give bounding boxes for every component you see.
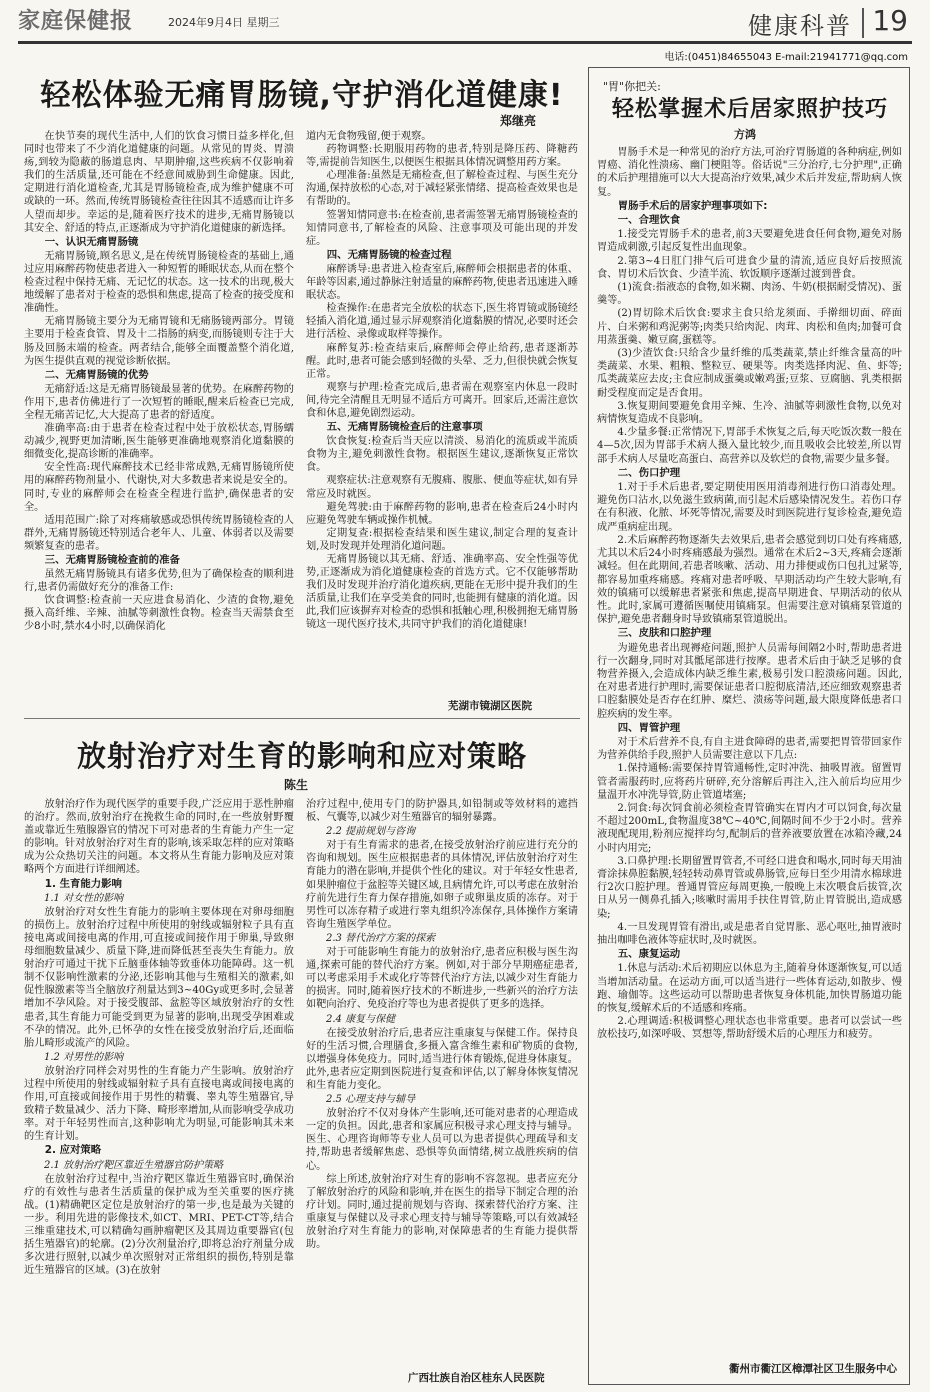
paragraph: 麻醉诱导:患者进入检查室后,麻醉师会根据患者的体重、年龄等因素,通过静脉注射适量的麻醉药物,使患者迅速进入睡眠状态。	[306, 263, 578, 302]
paragraph: 2.饲食:每次饲食前必须检查胃管确实在胃内才可以饲食,每次量不超过200mL,食物温度38℃~40℃,间隔时间不少于2小时。营养液现配现用,粉剂应搅拌均匀,配制后的营养液要放置在冰箱冷藏,24小时内用完;	[597, 802, 902, 854]
paragraph: 放射治疗对女性生育能力的影响主要体现在对卵母细胞的损伤上。放射治疗过程中所使用的射线或辐射粒子具有直接电离或间接电离的作用,可直接或间接作用于卵巢,导致卵母细胞数量减少、质量下降,进而降低甚至丧失生育能力。放射治疗可通过干扰下丘脑垂体轴等致垂体功能障碍。这一机制不仅影响性激素的分泌,还影响其他与生殖相关的激素,如促性腺激素等当全脑放疗剂量达到3~40Gy或更多时,会显著增加不孕风险。对于接受腹部、盆腔等区域放射治疗的女性患者,其生育能力可能受到更为显著的影响,出现受孕困难或不孕的情况。此外,已怀孕的女性在接受放射治疗后,还面临胎儿畸形或流产的风险。	[24, 906, 294, 1049]
paragraph: 心理准备:虽然是无痛检查,但了解检查过程、与医生充分沟通,保持放松的心态,对于减轻紧张情绪、提高检查效果也是有帮助的。	[306, 170, 578, 208]
paragraph: 检查操作:在患者完全放松的状态下,医生将胃镜或肠镜经轻插入消化道,通过显示屏观察消化道黏膜的情况,必要时还会进行活检、录像或取样等操作。	[306, 303, 578, 341]
article1-column-2	[306, 130, 578, 678]
paragraph: 适用范围广:除了对疼痛敏感或恐惧传统胃肠镜检查的人群外,无痛胃肠镜还特别适合老年人、儿童、体弱者以及需要频繁复查的患者。	[24, 514, 294, 552]
paragraph: 治疗过程中,使用专门的防护器具,如铅制或等效材料的遮挡板、气囊等,以减少对生殖器官的辐射暴露。	[306, 799, 578, 824]
paragraph: 观察与护理:检查完成后,患者需在观察室内休息一段时间,待完全清醒且无明显不适后方可离开。回家后,还需注意饮食和休息,避免剧烈运动。	[306, 381, 578, 419]
article2-column-1	[24, 798, 294, 1386]
section-heading: 一、合理饮食	[617, 214, 681, 227]
section-heading: 1. 生育能力影响	[44, 877, 122, 890]
article3-kicker: "胃"你把关:	[603, 80, 661, 93]
paragraph: 避免驾驶:由于麻醉药物的影响,患者在检查后24小时内应避免驾驶车辆或操作机械。	[306, 501, 578, 526]
paragraph: 饮食恢复:检查后当天应以清淡、易消化的流质或半流质食物为主,避免刺激性食物。根据医生建议,逐渐恢复正常饮食。	[306, 436, 578, 474]
paragraph: 在放射治疗过程中,当治疗靶区靠近生殖器官时,确保治疗的有效性与患者生活质量的保护成为至关重要的医疗挑战。(1)精确靶区定位是放射治疗的第一步,也是最为关键的一步。利用先进的影像技术,如CT、MRI、PET-CT等,结合三维重建技术,可以精确勾画肿瘤靶区及其周边重要器官(包括生殖器官)的轮廓。(2)分次剂量治疗,即将总治疗剂量分成多次进行照射,以减少单次照射对正常组织的损伤,特别是靠近生殖器官的区域。(3)在放射	[24, 1173, 294, 1277]
article1-column-1	[24, 130, 294, 710]
section-heading: 四、胃管护理	[617, 721, 681, 734]
paragraph: 对于术后营养不良,有自主进食障碍的患者,需要把胃管带回家作为营养供给手段,照护人员需要注意以下几点:	[597, 736, 902, 762]
paragraph: 无痛胃肠镜主要分为无痛胃镜和无痛肠镜两部分。胃镜主要用于检查食管、胃及十二指肠的病变,而肠镜则专注于大肠及回肠末端的检查。两者结合,能够全面覆盖整个消化道,为医生提供直观的视觉诊断依据。	[24, 316, 294, 367]
section-heading: 四、无痛胃肠镜的检查过程	[326, 248, 452, 261]
paragraph: 无痛胃肠镜以其无痛、舒适、准确率高、安全性强等优势,正逐渐成为消化道健康检查的首选方式。它不仅能够帮助我们及时发现并治疗消化道疾病,更能在无形中提升我们的生活质量,让我们在享受美食的同时,也能拥有健康的消化道。因此,我们应该摒弃对检查的恐惧和抵触心理,积极拥抱无痛胃肠镜这一现代医疗技术,共同守护我们的消化道健康!	[306, 554, 578, 631]
section-heading: 五、康复运动	[617, 948, 681, 961]
article1-author: 郑继亮	[500, 114, 537, 128]
paragraph: 4.一旦发现胃管有滑出,或是患者自觉胃胀、恶心呕吐,抽胃液时抽出咖啡色液体等症状时,及时就医。	[597, 921, 902, 946]
paragraph: 道内无食物残留,便于观察。	[306, 131, 432, 142]
paragraph: 对于可能影响生育能力的放射治疗,患者应积极与医生沟通,探索可能的替代治疗方案。例如,对于部分早期癌症患者,可以考虑采用手术或化疗等替代治疗方法,以减少对生育能力的损害。同时,随着医疗技术的不断进步,一些新兴的治疗方法如靶向治疗、免疫治疗等也为患者提供了更多的选择。	[306, 947, 578, 1011]
article-divider	[24, 718, 580, 719]
article1-source: 芜湖市镜湖区医院	[448, 700, 532, 712]
paragraph: 放射治疗同样会对男性的生育能力产生影响。放射治疗过程中所使用的射线或辐射粒子具有直接电离或间接电离的作用,可直接或间接作用于男性的精囊、睾丸等生殖器官,导致精子数量减少、活力下降、畸形率增加,从而影响受孕成功率。对于年轻男性而言,这种影响尤为明显,可能影响其未来的生育计划。	[24, 1065, 294, 1143]
paragraph: 准确率高:由于患者在检查过程中处于放松状态,胃肠蠕动减少,视野更加清晰,医生能够更准确地观察消化道黏膜的细微变化,提高诊断的准确率。	[24, 423, 294, 461]
article3-source: 衢州市衢江区樟潭社区卫生服务中心	[729, 1363, 897, 1375]
subsection-heading: 1.2 对男性的影响	[44, 1051, 124, 1063]
article3-box	[588, 67, 910, 1385]
section-heading: 二、无痛胃肠镜的优势	[44, 368, 149, 381]
issue-date: 2024年9月4日 星期三	[168, 16, 280, 29]
paragraph: 1.对于手术后患者,要定期使用医用消毒剂进行伤口消毒处理。避免伤口沾水,以免滋生致病菌,而引起术后感染情况发生。若伤口存在有积液、化脓、坏死等情况,需要及时到医院进行复诊检查,避免造成严重病症出现。	[597, 482, 902, 533]
paragraph: 4.少量多餐:正常情况下,胃部手术恢复之后,每天吃饭次数一般在4—5次,因为胃部手术病人摄入量比较少,而且吸收会比较差,所以胃部手术病人尽量吃高蛋白、高营养以及软烂的食物,需要少量多餐。	[597, 427, 902, 465]
paragraph: 签署知情同意书:在检查前,患者需签署无痛胃肠镜检查的知情同意书,了解检查的风险、注意事项及可能出现的并发症。	[306, 209, 578, 247]
paragraph: 2.第3~4日肛门排气后可进食少量的清流,适应良好后按照流食、胃切术后饮食、少渣半流、软饭顺序逐渐过渡到普食。	[597, 255, 902, 280]
paragraph: 为避免患者出现褥疮问题,照护人员需每间隔2小时,帮助患者进行一次翻身,同时对其骶尾部进行按摩。患者术后由于缺乏足够的食物营养摄入,会造成体内缺乏维生素,极易引发口腔溃疡问题。因此,在对患者进行护理时,需要保证患者口腔彻底清洁,还应细致观察患者口腔黏膜处是否存在红肿、糜烂、溃疡等问题,最大限度降低患者口腔疾病的发生率。	[597, 642, 902, 720]
article1-title: 轻松体验无痛胃肠镜,守护消化道健康!	[40, 78, 564, 113]
paragraph: 胃肠手术是一种常见的治疗方法,可治疗胃肠道的各种病症,例如胃癌、消化性溃疡、幽门梗阻等。俗话说"三分治疗,七分护理",正确的术后护理措施可以大大提高治疗效果,减少术后并发症,帮助病人恢复。	[597, 147, 902, 198]
paragraph: 对于有生育需求的患者,在接受放射治疗前应进行充分的咨询和规划。医生应根据患者的具体情况,评估放射治疗对生育能力的潜在影响,并提供个性化的建议。对于年轻女性患者,如果肿瘤位于盆腔等关键区域,且病情允许,可以考虑在放射治疗前先进行生育力保存措施,如卵子或卵巢皮质的冻存。对于男性可以冻存精子或进行睾丸组织冷冻保存,具体操作方案请咨询生殖医学单位。	[306, 840, 578, 930]
paragraph: 3.恢复期间要避免食用辛辣、生冷、油腻等刺激性食物,以免对病情恢复造成不良影响。	[597, 400, 902, 426]
paragraph: 虽然无痛胃肠镜具有诸多优势,但为了确保检查的顺利进行,患者仍需做好充分的准备工作:	[24, 569, 294, 594]
paragraph: 综上所述,放射治疗对生育的影响不容忽视。患者应充分了解放射治疗的风险和影响,并在医生的指导下制定合理的治疗计划。同时,通过提前规划与咨询、探索替代治疗方案、注重康复与保健以及寻求心理支持与辅导等策略,可以有效减轻放射治疗对生育能力的影响,对保障患者的生育能力提供帮助。	[306, 1173, 578, 1251]
section-heading: 2. 应对策略	[44, 1144, 102, 1157]
article3-author: 方鸿	[734, 128, 756, 141]
paragraph: 饮食调整:检查前一天应进食易消化、少渣的食物,避免摄入高纤维、辛辣、油腻等刺激性食物。检查当天需禁食至少8小时,禁水4小时,以确保消化	[24, 595, 294, 633]
contact-line: 电话:(0451)84655043 E-mail:21941771@qq.com	[664, 52, 908, 63]
paragraph: 无痛舒适:这是无痛胃肠镜最显著的优势。在麻醉药物的作用下,患者仿佛进行了一次短暂的睡眠,醒来后检查已完成,全程无痛苦记忆,大大提高了患者的舒适度。	[24, 383, 294, 421]
section-heading: 胃肠手术后的居家护理事项如下:	[617, 199, 768, 212]
article2-column-2	[306, 798, 578, 1352]
paragraph: 1.保持通畅:需要保持胃管通畅性,定时冲洗、抽吸胃液。留置胃管者需服药时,应将药片研碎,充分溶解后再注入,注入前后均应用少量温开水冲洗导管,防止管道堵塞;	[597, 763, 902, 801]
paragraph: 3.口鼻护理:长期留置胃管者,不可经口进食和喝水,同时每天用油膏涂抹鼻腔黏膜,轻轻转动鼻胃管或鼻肠管,应每日至少用清水棉球进行2次口腔护理。普通胃管应每周更换,一般晚上末次喂食后拔管,次日从另一侧鼻孔插入;咳嗽时需用手扶住胃管,防止胃管脱出,造成感染;	[597, 855, 902, 920]
article2-source: 广西壮族自治区桂东人民医院	[408, 1372, 545, 1384]
paragraph: (3)少渣饮食:只给含少量纤维的瓜类蔬菜,禁止纤维含量高的叶类蔬菜、水果、粗粮、整粒豆、硬果等。肉类选择肉泥、鱼、虾等;瓜类蔬菜应去皮;主食应制成蛋羹或嫩鸡蛋;豆浆、豆腐脑、乳类根据耐受程度而定是否食用。	[597, 348, 902, 399]
paragraph: 药物调整:长期服用药物的患者,特别是降压药、降糖药等,需提前告知医生,以便医生根据具体情况调整用药方案。	[306, 144, 578, 169]
subsection-heading: 2.4 康复与保健	[326, 1013, 396, 1025]
paragraph: 放射治疗不仅对身体产生影响,还可能对患者的心理造成一定的负担。因此,患者和家属应积极寻求心理支持与辅导。医生、心理咨询师等专业人员可以为患者提供心理疏导和支持,帮助患者缓解焦虑、恐惧等负面情绪,树立战胜疾病的信心。	[306, 1108, 578, 1172]
paragraph: 2.心理调适:积极调整心理状态也非常重要。患者可以尝试一些放松技巧,如深呼吸、冥想等,帮助舒缓术后的心理压力和疲劳。	[597, 1016, 902, 1041]
section-heading: 一、认识无痛胃肠镜	[44, 235, 139, 248]
article3-body	[597, 146, 902, 1352]
paragraph: 观察症状:注意观察有无腹痛、腹胀、便血等症状,如有异常应及时就医。	[306, 475, 578, 500]
paragraph: 2.术后麻醉药物逐渐失去效果后,患者会感觉到切口处有疼痛感,尤其以术后24小时疼痛感最为强烈。通常在术后2~3天,疼痛会逐渐减轻。但在此期间,若患者咳嗽、活动、用力排便或伤口包扎过紧等,都容易加重疼痛感。疼痛对患者呼吸、早期活动均产生较大影响,有效的镇痛可以缓解患者紧张和焦虑,提高早期进食、早期活动的依从性。此时,家属可遵循医嘱使用镇痛泵。但需要注意对镇痛泵管道的保护,避免患者翻身时导致镇痛泵管道脱出。	[597, 534, 902, 626]
article2-author: 陈生	[284, 778, 309, 792]
paragraph: 安全性高:现代麻醉技术已经非常成熟,无痛胃肠镜所使用的麻醉药物剂量小、代谢快,对大多数患者来说是安全的。同时,专业的麻醉师会在检查全程进行监护,确保患者的安全。	[24, 462, 294, 513]
page-number: 19	[872, 4, 908, 37]
subsection-heading: 2.5 心理支持与辅导	[326, 1094, 416, 1106]
paragraph: 1.接受完胃肠手术的患者,前3天要避免进食任何食物,避免对肠胃造成刺激,引起反复性出血现象。	[597, 229, 902, 254]
paragraph: 定期复查:根据检查结果和医生建议,制定合理的复查计划,及时发现并处理消化道问题。	[306, 527, 578, 552]
subsection-heading: 1.1 对女性的影响	[44, 892, 124, 904]
subsection-heading: 2.1 放射治疗靶区靠近生殖器官防护策略	[44, 1159, 224, 1171]
subsection-heading: 2.3 替代治疗方案的探索	[326, 932, 436, 944]
section-heading: 三、无痛胃肠镜检查前的准备	[44, 554, 180, 566]
paragraph: 1.休息与活动:术后初期应以休息为主,随着身体逐渐恢复,可以适当增加活动量。在运动方面,可以适当进行一些体育运动,如散步、慢跑、瑜伽等。这些运动可以帮助患者恢复身体机能,加快胃肠道功能的恢复,缓解术后的不适感和疼痛。	[597, 963, 902, 1014]
article3-title: 轻松掌握术后居家照护技巧	[611, 97, 888, 122]
paragraph: (2)胃切除术后饮食:要求主食只给龙须面、手擀细切面、碎面片、白米粥和鸡泥粥等;肉类只给肉泥、肉茸、肉松和鱼肉;加餐可食用蒸蛋羹、嫩豆腐,蛋糕等。	[597, 308, 902, 346]
section-heading: 二、伤口护理	[617, 466, 681, 479]
article2-title: 放射治疗对生育的影响和应对策略	[76, 739, 527, 773]
header-divider	[862, 8, 864, 38]
paragraph: 放射治疗作为现代医学的重要手段,广泛应用于恶性肿瘤的治疗。然而,放射治疗在挽救生命的同时,在一些放射野覆盖或靠近生殖腺器官的情况下可对患者的生育能力产生一定的影响。针对放射治疗对生育的影响,该采取怎样的应对策略成为公众热切关注的问题。本文将从生育能力影响及应对策略两个方面进行详细阐述。	[24, 799, 294, 876]
newspaper-name: 家庭保健报	[18, 9, 134, 34]
section-name: 健康科普	[748, 12, 852, 40]
paragraph: (1)流食:指液态的食物,如米糊、肉汤、牛奶(根据耐受情况)、蛋羹等。	[597, 282, 902, 307]
paragraph: 在接受放射治疗后,患者应注重康复与保健工作。保持良好的生活习惯,合理膳食,多摄入富含维生素和矿物质的食物,以增强身体免疫力。同时,适当进行体育锻炼,促进身体康复。此外,患者应定期到医院进行复查和评估,以了解身体恢复情况和生育能力变化。	[306, 1027, 578, 1091]
header-rule	[18, 41, 912, 44]
paragraph: 麻醉复苏:检查结束后,麻醉师会停止给药,患者逐渐苏醒。此时,患者可能会感到轻微的头晕、乏力,但很快就会恢复正常。	[306, 342, 578, 380]
section-heading: 五、无痛胃肠镜检查后的注意事项	[326, 421, 483, 434]
paragraph: 在快节奏的现代生活中,人们的饮食习惯日益多样化,但同时也带来了不少消化道健康的问题。从常见的胃炎、胃溃疡,到较为隐蔽的肠道息肉、早期肿瘤,这些疾病不仅影响着我们的生活质量,还可能在不经意间威胁到生命健康。因此,定期进行消化道检查,尤其是胃肠镜检查,成为维护健康不可或缺的一环。然而,传统胃肠镜检查往往因其不适感而让许多人望而却步。幸运的是,随着医疗技术的进步,无痛胃肠镜以其安全、舒适的特点,正逐渐成为守护消化道健康的新选择。	[24, 131, 294, 234]
subsection-heading: 2.2 提前规划与咨询	[326, 826, 416, 838]
page-header	[0, 0, 930, 44]
paragraph: 无痛胃肠镜,顾名思义,是在传统胃肠镜检查的基础上,通过应用麻醉药物使患者进入一种短暂的睡眠状态,从而在整个检查过程中保持无痛、无记忆的状态。这一技术的出现,极大地缓解了患者对于检查的恐惧和焦虑,提高了检查的接受度和准确性。	[24, 250, 294, 315]
section-heading: 三、皮肤和口腔护理	[617, 627, 712, 640]
